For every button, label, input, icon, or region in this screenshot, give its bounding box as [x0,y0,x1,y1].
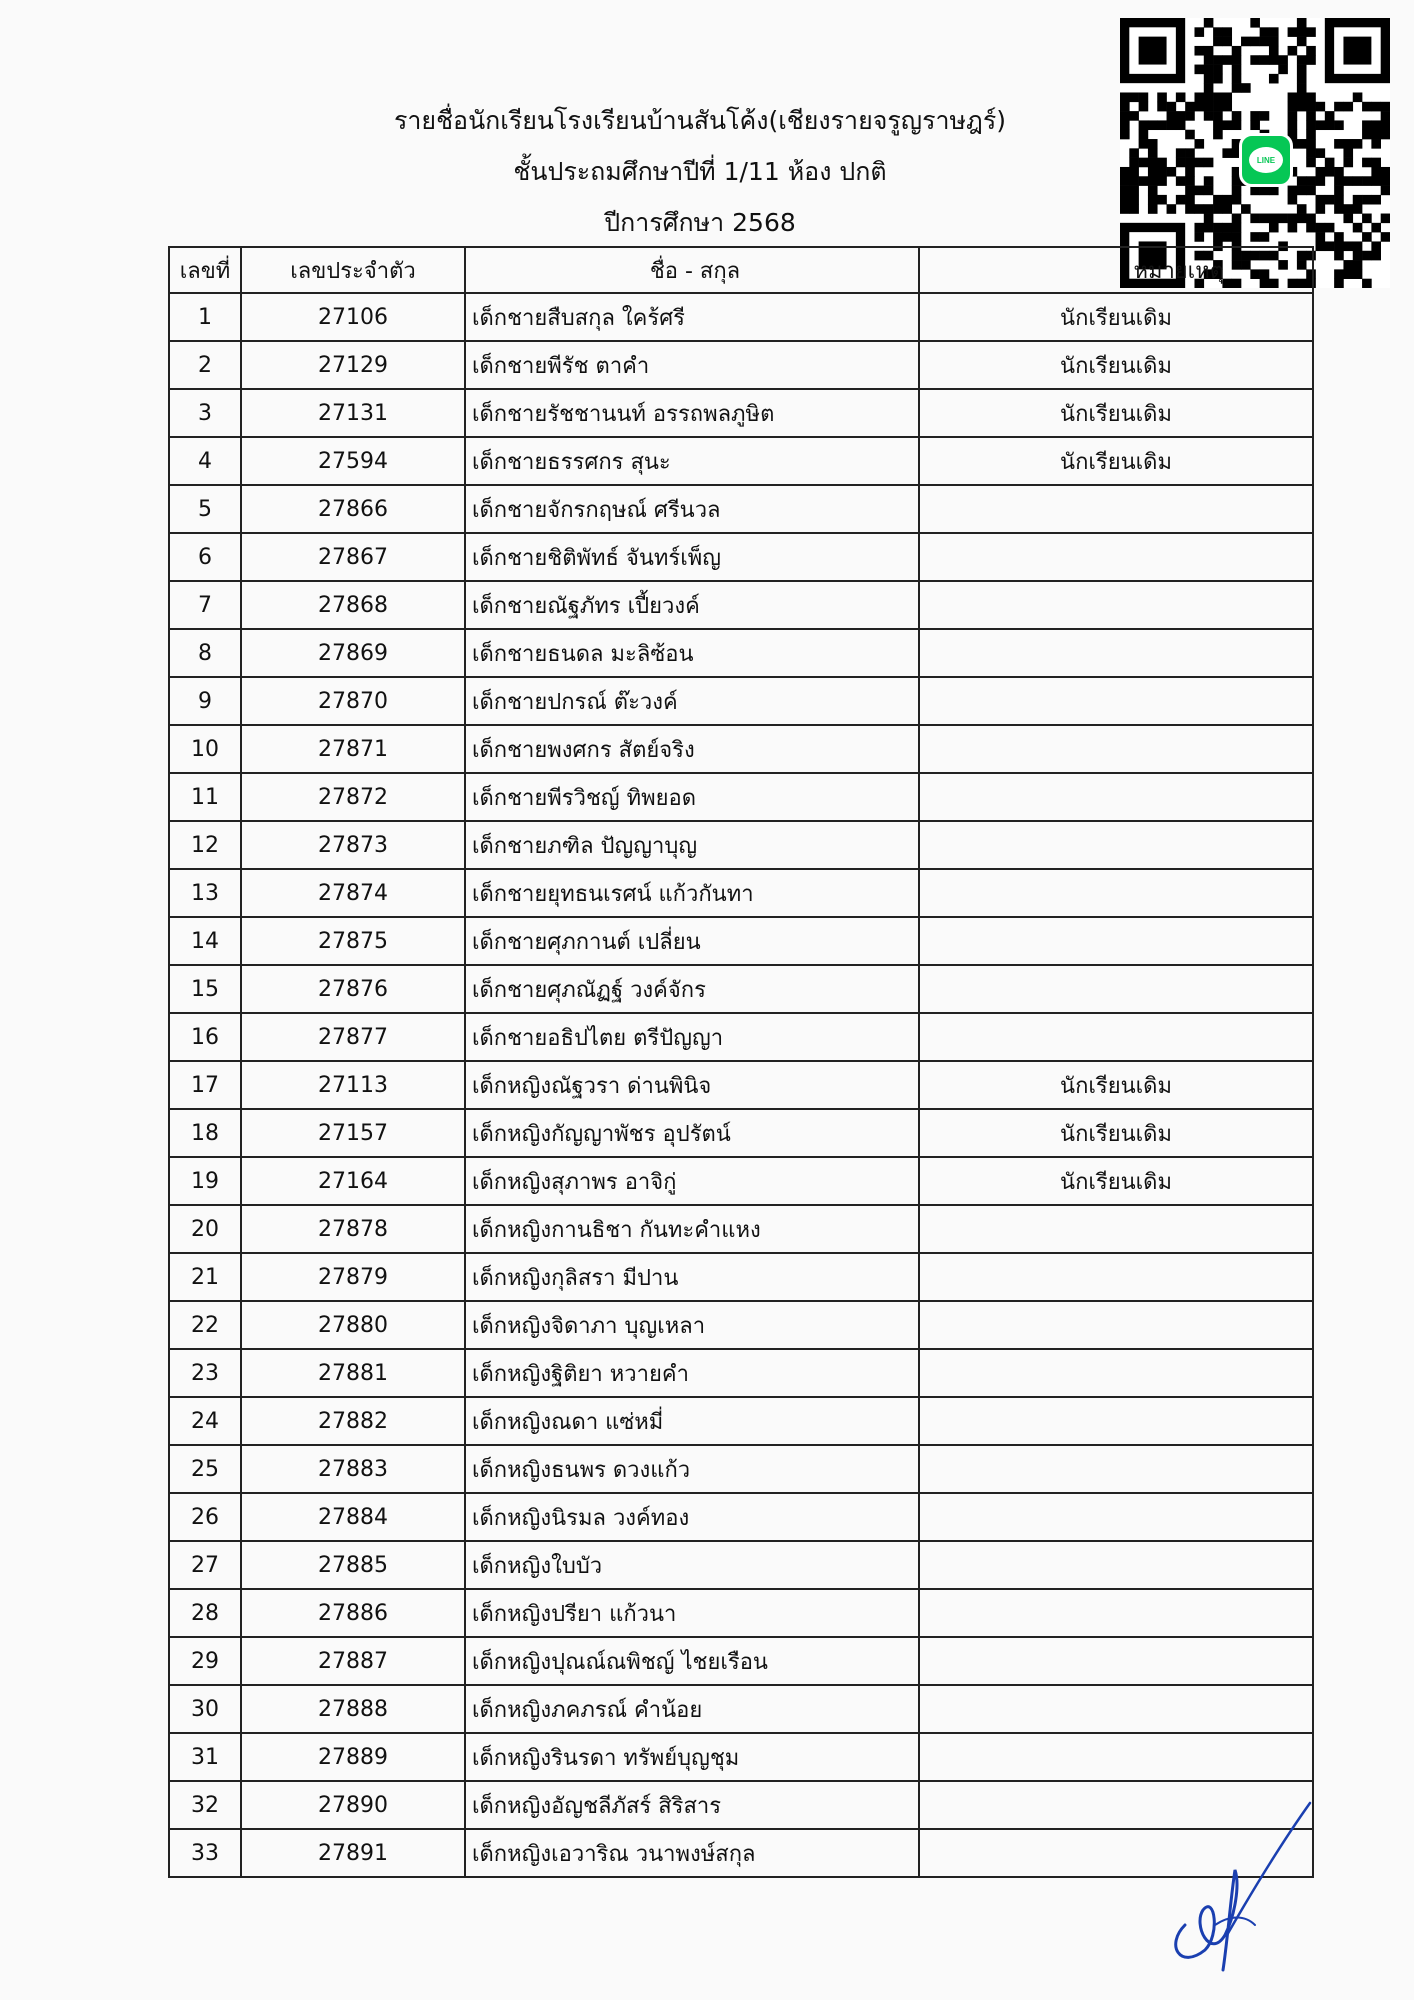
student-name: เด็กชายปกรณ์ ต๊ะวงค์ [465,677,919,725]
table-row [169,1829,1313,1877]
row-number: 12 [169,821,241,869]
row-number: 4 [169,437,241,485]
student-name: เด็กหญิงนิรมล วงค์ทอง [465,1493,919,1541]
line-app-icon [1239,133,1293,187]
row-number: 7 [169,581,241,629]
remark [919,485,1313,533]
table-row [169,1397,1313,1445]
remark: นักเรียนเดิม [919,341,1313,389]
row-number: 3 [169,389,241,437]
row-number: 1 [169,293,241,341]
table-row [169,389,1313,437]
table-row [169,1349,1313,1397]
remark [919,1397,1313,1445]
student-name: เด็กชายพีรวิชญ์ ทิพยอด [465,773,919,821]
column-header-full-name: ชื่อ - สกุล [465,247,919,293]
school-title: รายชื่อนักเรียนโรงเรียนบ้านสันโค้ง(เชียงรายจรูญราษฎร์) [393,106,1007,135]
remark [919,1541,1313,1589]
student-id: 27872 [241,773,465,821]
student-id: 27888 [241,1685,465,1733]
row-number: 18 [169,1109,241,1157]
student-name: เด็กหญิงใบบัว [465,1541,919,1589]
row-number: 20 [169,1205,241,1253]
remark [919,1301,1313,1349]
student-name: เด็กหญิงจิดาภา บุญเหลา [465,1301,919,1349]
student-id: 27879 [241,1253,465,1301]
academic-year-title: ปีการศึกษา 2568 [604,208,796,237]
row-number: 32 [169,1781,241,1829]
table-row [169,1637,1313,1685]
document-header [290,95,1110,248]
table-row [169,677,1313,725]
table-row [169,1301,1313,1349]
column-header-student-id: เลขประจำตัว [241,247,465,293]
student-id: 27880 [241,1301,465,1349]
student-id: 27884 [241,1493,465,1541]
student-name: เด็กหญิงอัญชลีภัสร์ สิริสาร [465,1781,919,1829]
student-id: 27873 [241,821,465,869]
table-row [169,437,1313,485]
student-name: เด็กหญิงเอวาริณ วนาพงษ์สกุล [465,1829,919,1877]
row-number: 22 [169,1301,241,1349]
row-number: 14 [169,917,241,965]
student-id: 27871 [241,725,465,773]
row-number: 21 [169,1253,241,1301]
student-name: เด็กชายชิติพัทธ์ จันทร์เพ็ญ [465,533,919,581]
student-name: เด็กชายศุภณัฏฐ์ วงค์จักร [465,965,919,1013]
table-row [169,1781,1313,1829]
student-id: 27867 [241,533,465,581]
handwritten-signature-icon [1155,1775,1315,1975]
row-number: 31 [169,1733,241,1781]
row-number: 6 [169,533,241,581]
table-row [169,1685,1313,1733]
student-roster-table [168,246,1314,1878]
table-row [169,1157,1313,1205]
student-id: 27876 [241,965,465,1013]
table-row [169,1493,1313,1541]
table-row [169,1733,1313,1781]
remark [919,1013,1313,1061]
remark: นักเรียนเดิม [919,293,1313,341]
table-row [169,1013,1313,1061]
remark [919,1733,1313,1781]
remark [919,773,1313,821]
student-id: 27164 [241,1157,465,1205]
remark [919,1445,1313,1493]
student-name: เด็กชายพงศกร สัตย์จริง [465,725,919,773]
student-name: เด็กชายพีรัช ตาคำ [465,341,919,389]
table-row [169,917,1313,965]
row-number: 33 [169,1829,241,1877]
table-row [169,1445,1313,1493]
student-name: เด็กหญิงปรียา แก้วนา [465,1589,919,1637]
table-row [169,485,1313,533]
remark [919,1589,1313,1637]
student-name: เด็กชายธนดล มะลิซ้อน [465,629,919,677]
remark [919,1205,1313,1253]
row-number: 10 [169,725,241,773]
remark [919,629,1313,677]
student-name: เด็กชายรัชชานนท์ อรรถพลภูษิต [465,389,919,437]
student-id: 27874 [241,869,465,917]
student-id: 27866 [241,485,465,533]
student-id: 27106 [241,293,465,341]
remark [919,821,1313,869]
row-number: 24 [169,1397,241,1445]
class-title: ชั้นประถมศึกษาปีที่ 1/11 ห้อง ปกติ [513,157,887,186]
student-id: 27887 [241,1637,465,1685]
student-id: 27877 [241,1013,465,1061]
column-header-remark: หมายเหตุ [919,247,1313,293]
student-name: เด็กชายภฑิล ปัญญาบุญ [465,821,919,869]
student-id: 27157 [241,1109,465,1157]
row-number: 29 [169,1637,241,1685]
student-name: เด็กหญิงสุภาพร อาจิกู่ [465,1157,919,1205]
row-number: 13 [169,869,241,917]
table-row [169,725,1313,773]
remark: นักเรียนเดิม [919,1109,1313,1157]
student-name: เด็กชายอธิปไตย ตรีปัญญา [465,1013,919,1061]
line-logo-label: LINE [1249,147,1283,173]
row-number: 27 [169,1541,241,1589]
student-id: 27885 [241,1541,465,1589]
student-name: เด็กชายจักรกฤษณ์ ศรีนวล [465,485,919,533]
row-number: 5 [169,485,241,533]
student-name: เด็กหญิงกัญญาพัชร อุปรัตน์ [465,1109,919,1157]
row-number: 25 [169,1445,241,1493]
row-number: 23 [169,1349,241,1397]
student-name: เด็กหญิงปุณณ์ณพิชญ์ ไชยเรือน [465,1637,919,1685]
student-name: เด็กชายยุทธนเรศน์ แก้วกันทา [465,869,919,917]
student-id: 27886 [241,1589,465,1637]
remark [919,1493,1313,1541]
student-id: 27870 [241,677,465,725]
student-name: เด็กหญิงธนพร ดวงแก้ว [465,1445,919,1493]
table-header-row [169,247,1313,293]
table-row [169,293,1313,341]
student-name: เด็กชายศุภกานต์ เปลี่ยน [465,917,919,965]
remark [919,725,1313,773]
roster-body [169,293,1313,1877]
row-number: 30 [169,1685,241,1733]
remark [919,1349,1313,1397]
row-number: 19 [169,1157,241,1205]
row-number: 28 [169,1589,241,1637]
student-name: เด็กชายธรรศกร สุนะ [465,437,919,485]
student-id: 27882 [241,1397,465,1445]
student-name: เด็กชายสืบสกุล ใคร้ศรี [465,293,919,341]
remark [919,581,1313,629]
table-row [169,341,1313,389]
column-header-number: เลขที่ [169,247,241,293]
student-name: เด็กหญิงฐิติยา หวายคำ [465,1349,919,1397]
student-id: 27875 [241,917,465,965]
remark [919,677,1313,725]
table-row [169,533,1313,581]
table-row [169,629,1313,677]
student-id: 27129 [241,341,465,389]
row-number: 9 [169,677,241,725]
table-row [169,1061,1313,1109]
row-number: 17 [169,1061,241,1109]
row-number: 16 [169,1013,241,1061]
table-row [169,1109,1313,1157]
row-number: 2 [169,341,241,389]
remark [919,533,1313,581]
student-name: เด็กหญิงณดา แซ่หมี่ [465,1397,919,1445]
table-row [169,821,1313,869]
student-id: 27883 [241,1445,465,1493]
student-id: 27891 [241,1829,465,1877]
student-id: 27113 [241,1061,465,1109]
student-id: 27878 [241,1205,465,1253]
student-name: เด็กหญิงภคภรณ์ คำน้อย [465,1685,919,1733]
remark [919,917,1313,965]
student-name: เด็กหญิงกานธิชา กันทะคำแหง [465,1205,919,1253]
student-id: 27881 [241,1349,465,1397]
student-id: 27889 [241,1733,465,1781]
table-row [169,965,1313,1013]
student-name: เด็กหญิงกุลิสรา มีปาน [465,1253,919,1301]
student-id: 27890 [241,1781,465,1829]
student-id: 27868 [241,581,465,629]
row-number: 11 [169,773,241,821]
table-row [169,1253,1313,1301]
remark: นักเรียนเดิม [919,1061,1313,1109]
table-row [169,1589,1313,1637]
remark [919,1253,1313,1301]
student-id: 27131 [241,389,465,437]
remark: นักเรียนเดิม [919,1157,1313,1205]
remark: นักเรียนเดิม [919,437,1313,485]
table-row [169,1205,1313,1253]
student-name: เด็กหญิงรินรดา ทรัพย์บุญชุม [465,1733,919,1781]
table-row [169,1541,1313,1589]
student-id: 27594 [241,437,465,485]
student-name: เด็กชายณัฐภัทร เปี้ยวงค์ [465,581,919,629]
table-row [169,869,1313,917]
table-row [169,581,1313,629]
row-number: 15 [169,965,241,1013]
table-row [169,773,1313,821]
row-number: 26 [169,1493,241,1541]
student-name: เด็กหญิงณัฐวรา ด่านพินิจ [465,1061,919,1109]
student-id: 27869 [241,629,465,677]
remark [919,1637,1313,1685]
remark [919,869,1313,917]
remark [919,965,1313,1013]
remark: นักเรียนเดิม [919,389,1313,437]
row-number: 8 [169,629,241,677]
remark [919,1685,1313,1733]
